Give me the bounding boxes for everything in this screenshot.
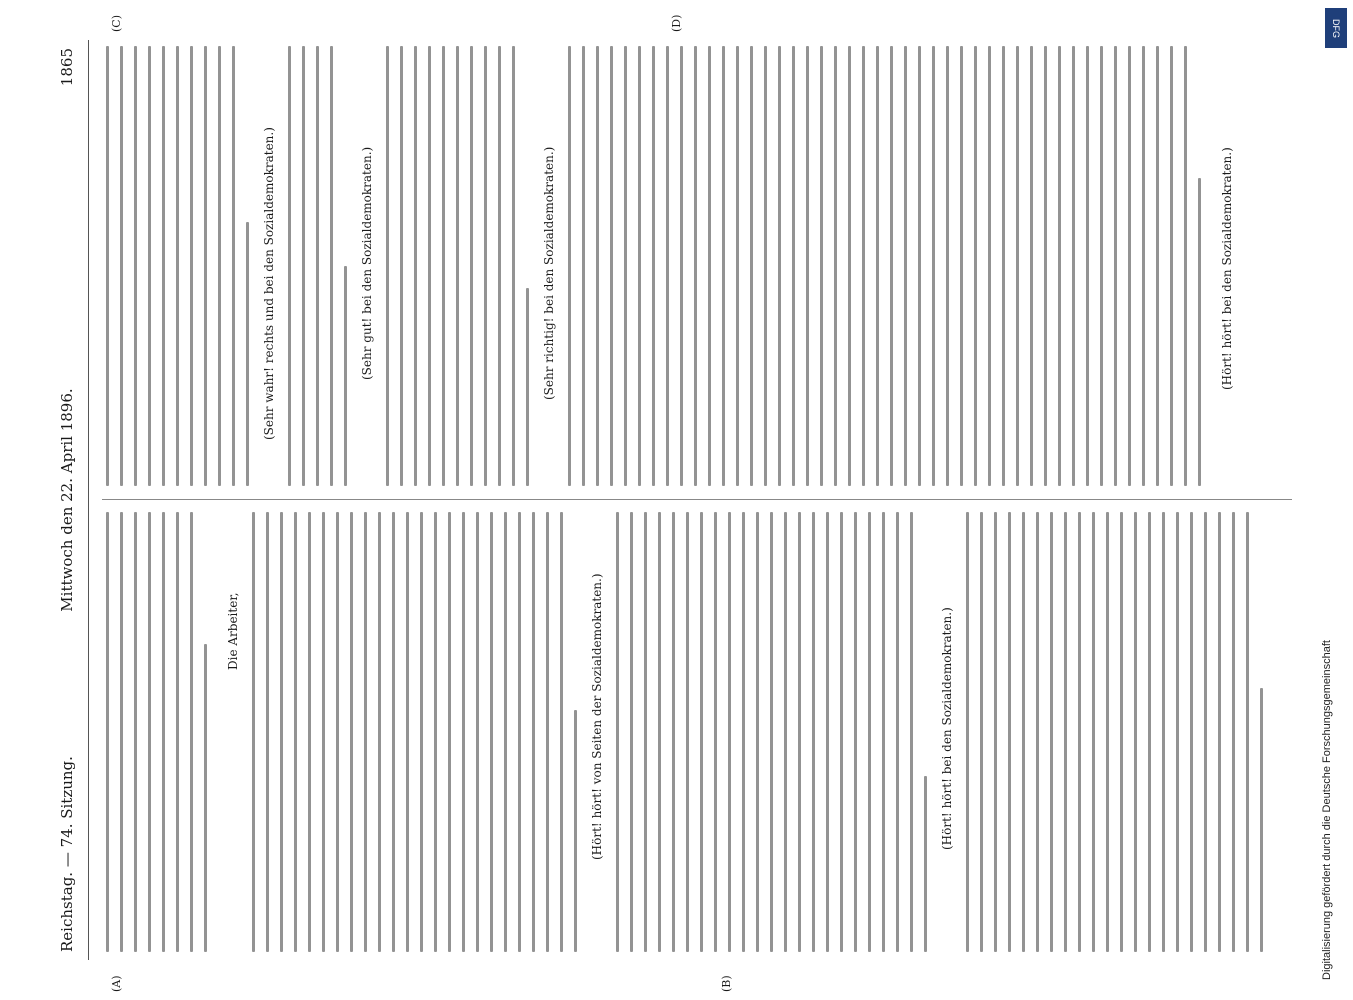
speaker-label: Die Arbeiter,: [226, 592, 240, 670]
right-column-text-4: [568, 46, 1212, 486]
running-head-left: Reichstag. — 74. Sitzung.: [58, 756, 76, 952]
interjection-right-1: (Sehr wahr! rechts und bei den Sozialdemokraten.): [262, 127, 276, 440]
left-column-text-3: [616, 512, 938, 952]
left-column-text-4: [966, 512, 1274, 952]
margin-letter-c: (C): [110, 15, 123, 32]
interjection-right-2: (Sehr gut! bei den Sozialdemokraten.): [360, 146, 374, 380]
header-rule: [88, 40, 89, 960]
right-column-text-2: [288, 46, 358, 486]
right-column-text-1: [106, 46, 260, 486]
margin-letter-a: (A): [110, 975, 123, 992]
right-column-text-3: [386, 46, 540, 486]
left-column-text-1: [106, 512, 218, 952]
column-divider: [102, 499, 1292, 500]
interjection-right-4: (Hört! hört! bei den Sozialdemokraten.): [1220, 147, 1234, 390]
dfg-logo: DFG: [1325, 8, 1347, 48]
interjection-right-3: (Sehr richtig! bei den Sozialdemokraten.): [542, 146, 556, 400]
running-head-date: Mittwoch den 22. April 1896.: [58, 388, 76, 612]
margin-letter-d: (D): [670, 14, 683, 32]
left-column-text-2: [252, 512, 588, 952]
digitization-credit: [1321, 0, 1345, 1000]
page-number: 1865: [58, 48, 76, 87]
rotated-page: [30, 0, 1310, 1000]
credit-text: Digitalisierung gefördert durch die Deutsche Forschungsgemeinschaft: [1321, 640, 1333, 980]
margin-letter-b: (B): [720, 975, 733, 992]
interjection-left-2: (Hört! hört! bei den Sozialdemokraten.): [940, 607, 954, 850]
interjection-left-1: (Hört! hört! von Seiten der Sozialdemokraten.): [590, 573, 604, 860]
